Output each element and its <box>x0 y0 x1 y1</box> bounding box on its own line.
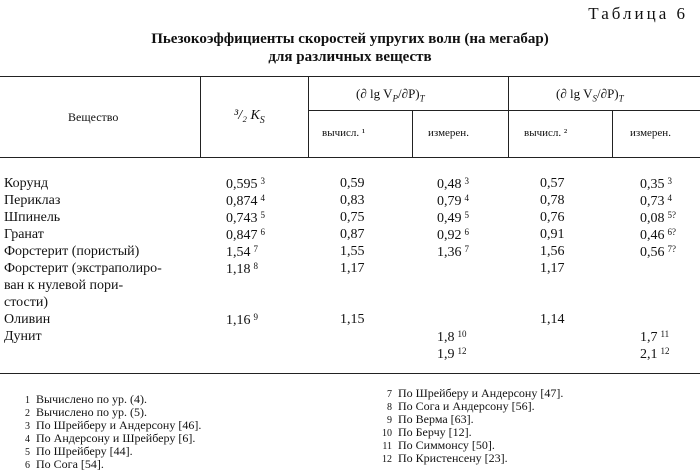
substance-name-value: Периклаз <box>4 193 61 208</box>
ks-value-cell <box>226 210 265 227</box>
vs-calc-cell <box>540 227 565 243</box>
substance-name <box>4 210 60 226</box>
footnote-text: По Симмонсу [50]. <box>398 438 495 452</box>
col-divider-3 <box>412 110 413 157</box>
vs-meas-ref: 5? <box>667 210 676 220</box>
vp-calc-cell <box>340 227 365 243</box>
substance-name <box>4 278 123 294</box>
ks-value-cell <box>226 193 265 210</box>
substance-name <box>4 329 42 345</box>
vs-meas-cell <box>640 227 676 244</box>
vp-meas-ref: 3 <box>464 176 469 186</box>
vp-calc-cell-value: 0,87 <box>340 227 365 242</box>
footnote-number: 9 <box>387 415 392 426</box>
vs-calc-cell-value: 0,91 <box>540 227 565 242</box>
vp-calc-cell-value: 1,17 <box>340 261 365 276</box>
ks-ref: 4 <box>260 193 265 203</box>
ks-ref: 5 <box>260 210 265 220</box>
group-header-rule <box>308 110 700 111</box>
ks-value-cell-value: 0,874 <box>226 194 258 209</box>
footnote-text: Вычислено по ур. (5). <box>36 405 147 419</box>
header-vs-calc: вычисл. ² <box>524 127 568 139</box>
header-vp-meas: измерен. <box>428 127 469 139</box>
substance-name-value: Гранат <box>4 227 44 242</box>
ks-value-cell-value: 0,847 <box>226 228 258 243</box>
vs-meas-ref: 6? <box>667 227 676 237</box>
vs-meas-ref: 11 <box>660 329 670 339</box>
vp-meas-cell <box>437 329 467 346</box>
vp-meas-cell <box>437 227 469 244</box>
footnote-number: 7 <box>387 389 392 400</box>
vp-meas-cell <box>437 244 469 261</box>
header-ks <box>234 108 265 126</box>
ks-ref: 8 <box>253 261 258 271</box>
vs-meas-cell <box>640 210 676 227</box>
vp-meas-cell-value: 1,36 <box>437 245 462 260</box>
vs-calc-cell <box>540 176 565 192</box>
header-vp-lead: (∂ lg V <box>356 86 393 101</box>
vs-meas-cell <box>640 244 676 261</box>
substance-name <box>4 227 44 243</box>
substance-name-value: Форстерит (экстраполиро- <box>4 261 162 276</box>
header-vs-sub: S <box>592 93 598 104</box>
footnote-number: 6 <box>25 460 30 471</box>
substance-name <box>4 244 139 260</box>
vs-calc-cell-value: 0,78 <box>540 193 565 208</box>
vs-meas-cell-value: 1,7 <box>640 330 658 345</box>
vs-calc-cell <box>540 312 565 328</box>
ks-value-cell-value: 0,595 <box>226 177 258 192</box>
table-bottom-rule <box>0 373 700 374</box>
vp-meas-ref: 10 <box>457 329 467 339</box>
vp-calc-cell <box>340 176 365 192</box>
header-bottom-rule <box>0 157 700 158</box>
vp-meas-cell <box>437 210 469 227</box>
ks-value-cell <box>226 227 265 244</box>
header-vs-meas: измерен. <box>630 127 671 139</box>
header-ks-sub: S <box>259 114 265 126</box>
header-vp-calc: вычисл. ¹ <box>322 127 366 139</box>
vs-meas-cell-value: 0,08 <box>640 211 665 226</box>
substance-name-value: стости) <box>4 295 48 310</box>
substance-name-value: ван к нулевой пори- <box>4 278 124 293</box>
vp-meas-ref: 7 <box>464 244 469 254</box>
vs-calc-cell <box>540 244 565 260</box>
footnote-text: По Верма [63]. <box>398 412 474 426</box>
footnote-text: По Шрейберу и Андерсону [46]. <box>36 418 202 432</box>
vs-calc-cell <box>540 193 565 209</box>
header-vp-sub: P <box>392 93 399 104</box>
vp-meas-cell-value: 0,92 <box>437 228 462 243</box>
ks-ref: 3 <box>260 176 265 186</box>
footnote-number: 5 <box>25 447 30 458</box>
footnote-text: По Андерсону и Шрейберу [6]. <box>36 431 196 445</box>
ks-value-cell <box>226 312 258 329</box>
ks-ref: 6 <box>260 227 265 237</box>
vp-meas-cell <box>437 193 469 210</box>
substance-name-value: Форстерит (пористый) <box>4 244 140 259</box>
vs-meas-ref: 12 <box>660 346 670 356</box>
footnote-number: 12 <box>382 454 392 465</box>
footnote-number: 1 <box>25 395 30 406</box>
ks-value-cell <box>226 176 265 193</box>
vs-calc-cell-value: 1,17 <box>540 261 565 276</box>
vs-calc-cell <box>540 261 565 277</box>
substance-name <box>4 176 48 192</box>
col-divider-1 <box>200 76 201 157</box>
ks-value-cell-value: 1,16 <box>226 313 251 328</box>
footnote-text: Вычислено по ур. (4). <box>36 392 147 406</box>
vp-calc-cell <box>340 210 365 226</box>
header-vs-t: T <box>618 93 624 104</box>
ks-value-cell-value: 1,54 <box>226 245 251 260</box>
vp-meas-cell <box>437 176 469 193</box>
footnote-text: По Шрейберу и Андерсону [47]. <box>398 386 564 400</box>
vp-calc-cell <box>340 193 365 209</box>
vs-calc-cell-value: 1,14 <box>540 312 565 327</box>
vs-calc-cell-value: 0,76 <box>540 210 565 225</box>
vp-meas-cell-value: 0,48 <box>437 177 462 192</box>
vp-meas-ref: 6 <box>464 227 469 237</box>
vs-meas-cell-value: 2,1 <box>640 347 658 362</box>
footnote-number: 4 <box>25 434 30 445</box>
vs-meas-ref: 4 <box>667 193 672 203</box>
vs-meas-ref: 3 <box>667 176 672 186</box>
vs-meas-cell-value: 0,35 <box>640 177 665 192</box>
ks-value-cell <box>226 261 258 278</box>
substance-name <box>4 261 162 277</box>
substance-name-value: Оливин <box>4 312 51 327</box>
vp-meas-cell-value: 0,49 <box>437 211 462 226</box>
vp-calc-cell <box>340 244 365 260</box>
header-vs-lead: (∂ lg V <box>556 86 593 101</box>
footnote-item <box>372 451 508 466</box>
vp-meas-cell-value: 1,9 <box>437 347 455 362</box>
vs-calc-cell-value: 1,56 <box>540 244 565 259</box>
vs-meas-ref: 7? <box>667 244 676 254</box>
col-divider-4 <box>508 76 509 157</box>
footnote-number: 10 <box>382 428 392 439</box>
substance-name-value: Корунд <box>4 176 49 191</box>
table-label: Таблица 6 <box>588 4 688 23</box>
vs-meas-cell <box>640 193 672 210</box>
table-title: Пьезокоэффициенты скоростей упругих волн (на мегабар) <box>151 31 549 47</box>
vs-meas-cell-value: 0,46 <box>640 228 665 243</box>
vs-meas-cell-value: 0,73 <box>640 194 665 209</box>
header-vp-t: T <box>419 93 425 104</box>
footnote-text: По Берчу [12]. <box>398 425 472 439</box>
vp-meas-ref: 4 <box>464 193 469 203</box>
header-substance: Вещество <box>68 110 119 124</box>
ks-value-cell-value: 0,743 <box>226 211 258 226</box>
vs-meas-cell <box>640 176 672 193</box>
footnote-number: 3 <box>25 421 30 432</box>
footnote-number: 2 <box>25 408 30 419</box>
col-divider-2 <box>308 76 309 157</box>
vp-meas-cell-value: 1,8 <box>437 330 455 345</box>
vp-calc-cell-value: 0,75 <box>340 210 365 225</box>
ks-value-cell <box>226 244 258 261</box>
vp-meas-cell <box>437 346 467 363</box>
vp-calc-cell <box>340 261 365 277</box>
vp-calc-cell <box>340 312 365 328</box>
vp-calc-cell-value: 0,83 <box>340 193 365 208</box>
ks-ref: 7 <box>253 244 258 254</box>
vs-meas-cell <box>640 329 669 346</box>
header-ks-label: ³/₂ K <box>234 108 260 123</box>
substance-name <box>4 193 60 209</box>
vs-meas-cell <box>640 346 670 363</box>
substance-name-value: Шпинель <box>4 210 61 225</box>
vp-calc-cell-value: 0,59 <box>340 176 365 191</box>
substance-name <box>4 312 50 328</box>
col-divider-5 <box>612 110 613 157</box>
footnote-text: По Шрейберу [44]. <box>36 444 133 458</box>
vp-calc-cell-value: 1,55 <box>340 244 365 259</box>
vp-meas-cell-value: 0,79 <box>437 194 462 209</box>
footnote-text: По Кристенсену [23]. <box>398 451 508 465</box>
footnote-item <box>10 457 104 472</box>
ks-value-cell-value: 1,18 <box>226 262 251 277</box>
vp-meas-ref: 12 <box>457 346 467 356</box>
header-vp-tail: /∂P) <box>398 86 420 101</box>
table-subtitle: для различных веществ <box>268 49 432 65</box>
footnote-number: 8 <box>387 402 392 413</box>
header-vp-group <box>356 86 425 104</box>
vs-meas-cell-value: 0,56 <box>640 245 665 260</box>
footnote-text: По Сога и Андерсону [56]. <box>398 399 535 413</box>
vp-meas-ref: 5 <box>464 210 469 220</box>
substance-name <box>4 295 48 311</box>
ks-ref: 9 <box>253 312 258 322</box>
vs-calc-cell-value: 0,57 <box>540 176 565 191</box>
header-vs-group <box>556 86 624 104</box>
table-top-rule <box>0 76 700 77</box>
vp-calc-cell-value: 1,15 <box>340 312 365 327</box>
footnote-number: 11 <box>382 441 392 452</box>
vs-calc-cell <box>540 210 565 226</box>
header-vs-tail: /∂P) <box>597 86 619 101</box>
footnote-text: По Сога [54]. <box>36 457 104 471</box>
substance-name-value: Дунит <box>4 329 42 344</box>
